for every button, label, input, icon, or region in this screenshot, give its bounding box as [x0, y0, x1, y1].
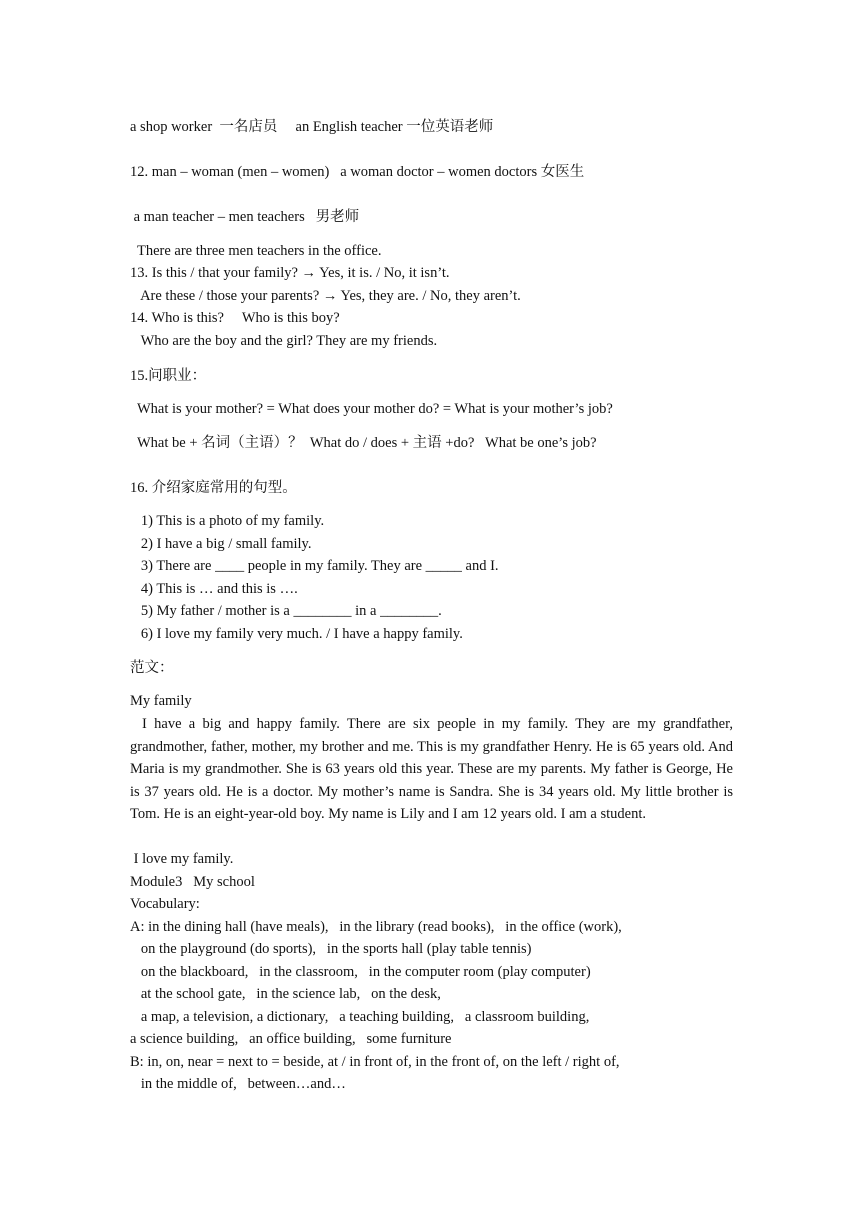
item-12-man-woman: 12. man – woman (men – women) a woman doctor – women doctors 女医生: [130, 164, 585, 180]
item-13-is-this-your-family: 13. Is this / that your family? → Yes, it is. / No, it isn’t.: [130, 265, 450, 281]
vocab-a-line-6: a science building, an office building, some furniture: [130, 1031, 452, 1047]
pattern-4: 4) This is … and this is ….: [130, 581, 298, 597]
item-14-who-are-they: Who are the boy and the girl? They are my friends.: [130, 333, 438, 349]
pattern-1: 1) This is a photo of my family.: [130, 513, 325, 529]
vocab-a-line-4: at the school gate, in the science lab, on the desk,: [130, 986, 441, 1002]
item-14-who-is-this: 14. Who is this? Who is this boy?: [130, 310, 340, 326]
essay-body: [130, 713, 733, 826]
vocab-b-line-2: in the middle of, between…and…: [130, 1076, 346, 1092]
vocab-a-line-5: a map, a television, a dictionary, a teaching building, a classroom building,: [130, 1009, 590, 1025]
vocabulary-heading: Vocabulary:: [130, 896, 200, 912]
vocab-a-line-1: A: in the dining hall (have meals), in the library (read books), in the office (work),: [130, 919, 622, 935]
pattern-3: 3) There are ____ people in my family. They are _____ and I.: [130, 558, 499, 574]
item-16-heading: 16. 介绍家庭常用的句型。: [130, 480, 297, 496]
item-15-what-is-your-mother: What is your mother? = What does your mother do? = What is your mother’s job?: [130, 401, 613, 417]
essay-closing: I love my family.: [130, 851, 234, 867]
vocab-a-line-2: on the playground (do sports), in the sports hall (play table tennis): [130, 941, 532, 957]
example-three-men-teachers: There are three men teachers in the office.: [130, 243, 382, 259]
essay-text: I have a big and happy family. There are six people in my family. They are my grandfather, grandmother, father, mother, my brother and me. This is my grandfather Henry. He is 65 years old. And Maria is my grandmother. She is 63 years old this year. These are my parents. My father is George, He is 37 years old. He is a doctor. My mother’s name is Sandra. She is 34 years old. My little brother is Tom. He is an eight-year-old boy. My name is Lily and I am 12 years old. I am a student.: [130, 716, 733, 822]
item-15-sentence-patterns: What be + 名词（主语）？ What do / does + 主语 +do? What be one’s job?: [130, 435, 597, 451]
item-15-heading: 15.问职业：: [130, 368, 207, 384]
vocab-a-line-3: on the blackboard, in the classroom, in the computer room (play computer): [130, 964, 591, 980]
vocab-line-shop-worker: a shop worker 一名店员 an English teacher 一位英语老师: [130, 119, 494, 135]
pattern-2: 2) I have a big / small family.: [130, 536, 312, 552]
pattern-6: 6) I love my family very much. / I have a happy family.: [130, 626, 463, 642]
module-3-title: Module3 My school: [130, 874, 255, 890]
sample-essay-heading: 范文：: [130, 660, 174, 676]
vocab-b-line-1: B: in, on, near = next to = beside, at / in front of, in the front of, on the left / right of,: [130, 1054, 620, 1070]
item-13-are-these-your-parents: Are these / those your parents? → Yes, they are. / No, they aren’t.: [130, 288, 521, 304]
item-12-man-teacher: a man teacher – men teachers 男老师: [130, 209, 360, 225]
essay-title: My family: [130, 693, 192, 709]
pattern-5: 5) My father / mother is a ________ in a ________.: [130, 603, 442, 619]
